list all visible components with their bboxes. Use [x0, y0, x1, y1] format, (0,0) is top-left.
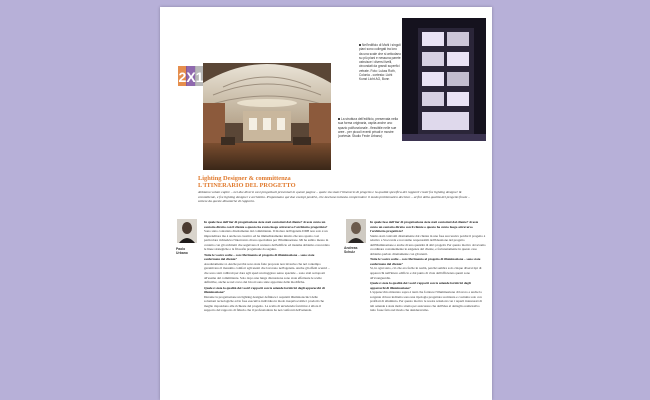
article-intro: Abbiamo voluto capire – nei due diversi casi progettuali presentati in queste pagine – quale sia stato l'itinerario di progetto e la qualità specifica dei rapporti creati fra lighting designer & committente, e fra lighting designer e architetto. Proponiamo qui due esempi positivi, che lasciano tuttavia comprendere il modo problematico decisivo – ai fini della qualità del progetto finale – sottese da queste dinamiche di rapporto. — [198, 190, 470, 204]
answer: Sì, in ogni stato, ciò che era facile in realtà, perché sembra solo cinque diversi tipi di apparecchi nell'intero edificio e dal punto di vista dell'efficienza questi sono all'avanguardia. — [370, 266, 482, 280]
caption-interior-text: La struttura dell'edificio, preservata nella sua forma originaria, ospita anche uno spazio polifunzionale - flessibile nelle sue aree - per piccoli eventi privati e mostre (cortesia: Studio Feole Urbano) — [338, 117, 398, 139]
person-last-name: Urbano — [176, 251, 188, 256]
interview-column-left — [204, 220, 330, 314]
heading-line-2: L'ITINERARIO DEL PROGETTO — [198, 182, 296, 190]
caption-marker-icon — [359, 44, 361, 47]
question: In quale fase dell'iter di progettazione siete stati contattati dal cliente? Aveste avuto un contatto diretto con il cliente o questo ha avuto luogo attraverso l'architetto progettista? — [370, 220, 479, 234]
building-night-photo — [402, 18, 486, 141]
magazine-page — [160, 7, 492, 400]
person-first-name: Paolo — [176, 247, 186, 251]
logo-text: 2X1 — [178, 69, 204, 85]
question: Quale è stata la qualità dei vostri rapporti con le aziende fornitrici degli apparecchi di illuminazione? — [370, 281, 471, 290]
portrait-paolo-urbano — [177, 219, 197, 243]
caption-building — [359, 43, 401, 82]
answer: Sono stato contattato direttamente dal committente. Il titolare dell'agenzia DDB non solo è un imprenditore ma è anche un creativo ed ha immediatamente intuito che uno spazio così particolare richiedeva l'intervento di uno specialista per l'illuminazione. Mi ha subito messo in contatto con gli architetti che seguivano il restauro dell'edificio ed insieme abbiamo concordato le linee strategiche e la filosofia progettuale da seguire. — [204, 229, 330, 252]
person-name-left — [176, 247, 188, 255]
question: Tutte le vostre scelte – con riferimento al progetto di illuminazione – sono state confermate dal cliente? — [204, 252, 315, 262]
caption-marker-icon — [338, 118, 340, 121]
person-name-right — [344, 246, 358, 254]
interview-column-right — [370, 220, 486, 314]
caption-building-text: Nell'edificio di Mahl i singoli piani sono collegati tra loro da una scale che si articolano su più piani e nessuna parete ostruisce i diversi livelli, circondati da grandi superfici vetrate. Foto: Lukas Roth, Colonia - cortesia: Licht Kunst Licht AG, Bonn — [359, 43, 401, 82]
person-first-name: Andreas — [344, 246, 358, 250]
interior-photo — [203, 63, 331, 170]
answer: Siamo stati coinvolti direttamente dal cliente in una fase successiva poiché il progetto è relativo a Stoccarda e noi siamo responsabili dell'ideazione del progetto dell'illuminazione e anche di una quantità di altri progetti. Per questo motivo dovevamo coordinare costantemente le esigenze del cliente, e fortunatamente in questo caso abbiamo parlato direttamente con gli utenti. — [370, 233, 486, 256]
question: In quale fase dell'iter di progettazione siete stati contattati dal cliente? Aveste avuto un contatto diretto con il cliente o questo ha avuto luogo attraverso l'architetto progettista? — [204, 220, 328, 229]
question: Tutte le vostre scelte – con riferimento al progetto di illuminazione – sono state confermate dal cliente? — [370, 257, 481, 266]
caption-interior — [338, 117, 398, 138]
portrait-andreas-schulz — [346, 219, 366, 243]
article-heading — [198, 175, 458, 189]
heading-line-1: Lighting Designer & committenza — [198, 175, 291, 182]
answer: L'apparecchio misurato sopra è tanti che fornisce l'illuminazione di lavoro e anche la sorgente di luce indiretta sono una tipologia progettata su misura e costruita solo con profilati di alluminio. Per questo motivo le nostre relazioni con i reparti interessati di tali aziende è stata molto stretta per assicurare che dall'idea al dettaglio realizzativo tutto fosse fatto nel modo che desideravamo. — [370, 290, 482, 313]
answer: Durante la progettazione un lighting designer definisce i requisiti illuminotecnici delle soluzioni tecnologiche ed in fase esecutiva individua in modo inequivocabile i prodotti che meglio rispondono alle richieste del progetto. La scelta di un'azienda fornitrice è allora il supporto del rapporto di fiducia che il professionista ha nei confronti dell'azienda. — [204, 294, 324, 313]
person-last-name: Schulz — [344, 250, 355, 255]
magazine-logo — [176, 63, 206, 89]
question: Quale è stata la qualità dei vostri rapporti con le aziende fornitrici degli apparecchi di illuminazione? — [204, 285, 325, 295]
answer: Assolutamente sì. Anche perché sono state fatte proposte non invasive che nel contempo garantivano il massimo comfort agli utenti che lavorano nell'agenzia. Anche gli effetti scenici – che sono stati calibrati per dare agli spazi un maggiore senso spaziale – sono stati sottoposti all'esame del committente. Solo dopo una lunga discussione sono state effettuate le scelte definitive, anche se nel corso dei lavori sono state apportate delle modifiche. — [204, 261, 330, 285]
